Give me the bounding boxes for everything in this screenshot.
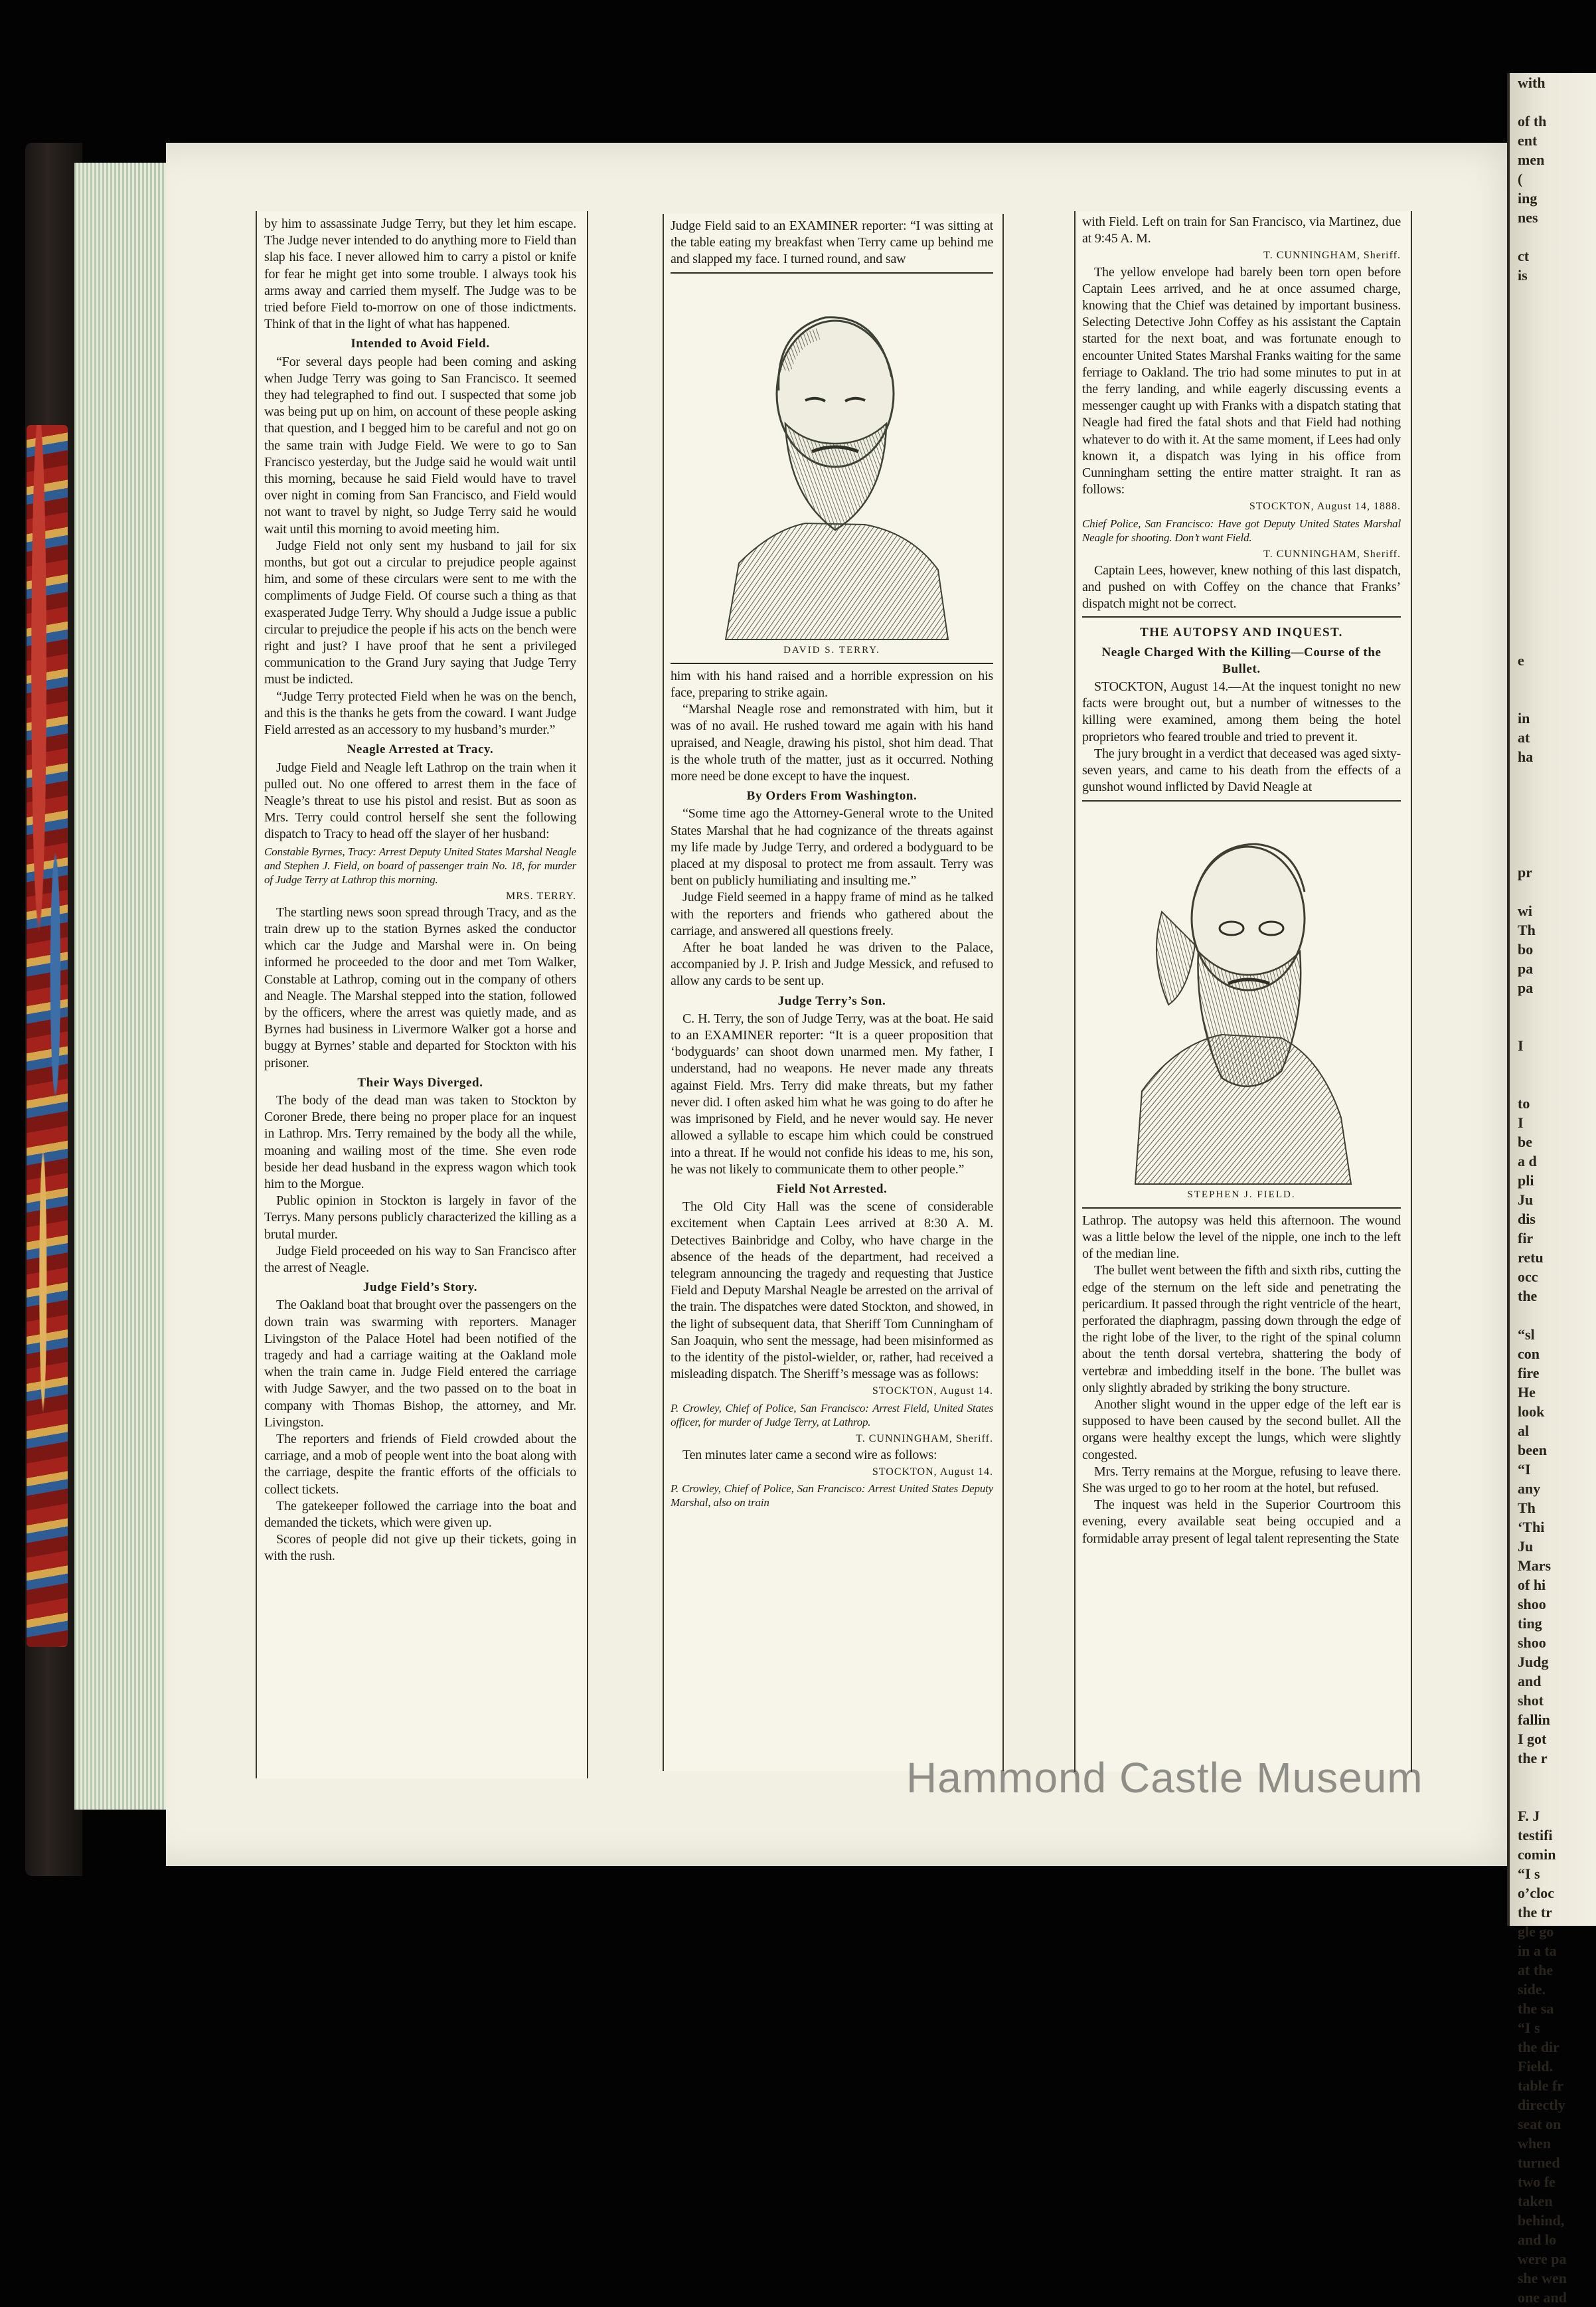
next-page-fragment: “I s bbox=[1518, 1865, 1540, 1882]
paragraph: Ten minutes later came a second wire as follows: bbox=[682, 1447, 937, 1462]
next-page-fragment: behind, bbox=[1518, 2212, 1565, 2229]
divider bbox=[671, 663, 993, 664]
portrait-caption: STEPHEN J. FIELD. bbox=[1187, 1189, 1296, 1200]
next-page-fragment: “sl bbox=[1518, 1326, 1535, 1343]
next-page-fragment: ‘Thi bbox=[1518, 1519, 1545, 1535]
paragraph: Another slight wound in the upper edge of the left ear is supposed to have been caused by the second bullet. All the organs were healthy except the lungs, which were slightly congested. bbox=[1082, 1397, 1401, 1462]
next-page-fragment bbox=[1510, 535, 1596, 555]
portrait-david-s-terry bbox=[712, 278, 951, 640]
paragraph: Mrs. Terry remains at the Morgue, refusing to leave there. She was urged to go to her room at the hotel, but refused. bbox=[1082, 1464, 1401, 1495]
next-page-fragment: two fe bbox=[1518, 2174, 1556, 2190]
subheading: Neagle Charged With the Killing—Course of the Bullet. bbox=[1101, 645, 1382, 676]
paragraph: Judge Field and Neagle left Lathrop on the train when it pulled out. No one offered to arrest them in the face of Neagle’s threat to use his pistol and resist. But as soon as Mrs. Terry could control herself she sent the following dispatch to Tracy to head off the slayer of her husband: bbox=[264, 760, 576, 842]
next-page-fragment bbox=[1510, 400, 1596, 420]
paragraph: The bullet went between the fifth and sixth ribs, cutting the edge of the sternum on the left side and penetrating the pericardium. It passed through the right ventricle of the heart, perforated the diaphragm, passing down through the edge of the right lobe of the liver, to the right of the spinal column about the tenth dorsal vertebra, shattering the body of vertebræ and imbedding itself in the bone. The bullet was only slightly abraded by striking the bony structure. bbox=[1082, 1263, 1401, 1395]
next-page-fragment bbox=[1510, 381, 1596, 400]
paragraph: The gatekeeper followed the carriage into the boat and demanded the tickets, which were given up. bbox=[264, 1498, 576, 1531]
next-page-fragment bbox=[1510, 824, 1596, 843]
next-page-fragment: He bbox=[1518, 1384, 1536, 1401]
divider bbox=[671, 272, 993, 274]
subheading: Judge Field’s Story. bbox=[362, 1280, 478, 1295]
next-page-fragment: Th bbox=[1518, 1499, 1536, 1516]
subheading: Field Not Arrested. bbox=[776, 1181, 888, 1196]
article-column-3 bbox=[1082, 214, 1401, 1768]
paragraph: The reporters and friends of Field crowded about the carriage, and a mob of people went into the boat along with the carriage, despite the frantic efforts of the officials to collect tickets. bbox=[264, 1432, 576, 1497]
paragraph: by him to assassinate Judge Terry, but they let him escape. The Judge never intended to do anything more to Field than slap his face. I never allowed him to carry a pistol or knife for fear he might get into some trouble. I always took his arms away and carried them myself. The Judge was to be tried before Field to-morrow on one of those indictments. Think of that in the light of what has happened. bbox=[264, 216, 576, 332]
next-page-fragment: Th bbox=[1518, 922, 1536, 938]
next-page-fragment: and bbox=[1518, 1673, 1542, 1689]
next-page-fragment bbox=[1510, 516, 1596, 535]
divider bbox=[1082, 1207, 1401, 1209]
next-page-fragment: o’cloc bbox=[1518, 1885, 1554, 1901]
paragraph: The yellow envelope had barely been torn open before Captain Lees arrived, and he at once assumed charge, knowing that the Chief was detained by important business. Selecting Detective John Coffey as his assistant the Captain started for the next boat, and was fortunate enough to encounter United States Marshal Franks waiting for the same ferriage to Oakland. The trio had some minutes to put in at the ferry landing, and while eagerly discussing events a messenger caught up with Franks with a dispatch stating that Neagle had fired the fatal shots and that Field had nothing whatever to do with it. At the same moment, if Lees had only known it, a dispatch was lying in his office from Cunningham setting the entire matter straight. It ran as follows: bbox=[1082, 264, 1401, 497]
next-page-fragment bbox=[1510, 632, 1596, 651]
next-page-fragment: gle go bbox=[1518, 1923, 1554, 1940]
paragraph: “Judge Terry protected Field when he was on the bench, and this is the thanks he gets from the coward. I want Judge Field arrested as an accessory to my husband’s murder.” bbox=[264, 689, 576, 738]
next-page-sliver bbox=[1507, 73, 1596, 2306]
engraving-terry bbox=[712, 278, 951, 640]
next-page-fragment: nes bbox=[1518, 209, 1538, 226]
next-page-fragment bbox=[1510, 285, 1596, 304]
section-heading: THE AUTOPSY AND INQUEST. bbox=[1140, 626, 1343, 640]
next-page-fragment bbox=[1510, 323, 1596, 343]
next-page-fragment: ent bbox=[1518, 132, 1538, 149]
next-page-fragment: al bbox=[1518, 1422, 1530, 1439]
paragraph: Judge Field not only sent my husband to jail for six months, but got out a circular to prejudice people against him, and some of these circulars were sent to me with the compliments of Judge Field. Of course such a thing as that exasperated Judge Terry. Why should a Judge issue a public circular to prejudice the people if his acts on the bench were right and just? I have proof that he sent a privileged communication to the Grand Jury saying that Judge Terry must be indicted. bbox=[264, 538, 576, 687]
next-page-fragment: dis bbox=[1518, 1211, 1536, 1227]
next-page-fragment: in a ta bbox=[1518, 1942, 1557, 1959]
next-page-fragment: side. bbox=[1518, 1981, 1546, 1998]
next-page-fragment bbox=[1510, 362, 1596, 381]
next-page-fragment: pr bbox=[1518, 864, 1532, 881]
next-page-fragment: the r bbox=[1518, 1750, 1548, 1766]
next-page-fragment: I bbox=[1518, 1114, 1524, 1131]
paragraph: Lathrop. The autopsy was held this afternoon. The wound was a little below the level of the nipple, one inch to the left of the median line. bbox=[1082, 1213, 1401, 1262]
next-page-fragment: in bbox=[1518, 710, 1530, 726]
next-page-fragment: the sa bbox=[1518, 2000, 1554, 2017]
next-page-fragment bbox=[1510, 439, 1596, 458]
next-page-fragment: were pa bbox=[1518, 2251, 1567, 2267]
next-page-fragment: ha bbox=[1518, 748, 1534, 765]
portrait-stephen-j-field bbox=[1122, 806, 1361, 1184]
next-page-fragment: any bbox=[1518, 1480, 1541, 1497]
next-page-fragment bbox=[1510, 574, 1596, 593]
next-page-fragment: I bbox=[1518, 1037, 1524, 1054]
paragraph: The body of the dead man was taken to Stockton by Coroner Brede, there being no proper place for an inquest in Lathrop. Mrs. Terry remained by the body all the while, moaning and wailing most of the time. She even rode beside her dead husband in the express wagon which took him to the Morgue. bbox=[264, 1092, 576, 1191]
paragraph: Judge Field seemed in a happy frame of mind as he talked with the reporters and friends who gathered about the carriage, and answered all questions freely. bbox=[671, 890, 993, 938]
paragraph: The inquest was held in the Superior Courtroom this evening, every available seat being occupied and a formidable array present of legal talent representing the State bbox=[1082, 1497, 1401, 1546]
next-page-fragment: taken bbox=[1518, 2193, 1553, 2209]
engraving-field bbox=[1122, 806, 1361, 1184]
next-page-fragment bbox=[1510, 997, 1596, 1017]
next-page-fragment: been bbox=[1518, 1442, 1547, 1458]
next-page-fragment bbox=[1510, 304, 1596, 323]
next-page-fragment: comin bbox=[1518, 1846, 1556, 1863]
next-page-fragment bbox=[1510, 882, 1596, 901]
next-page-fragment: Field. bbox=[1518, 2058, 1554, 2075]
subheading: Intended to Avoid Field. bbox=[351, 337, 490, 351]
next-page-fragment: ( bbox=[1518, 171, 1523, 187]
next-page-fragment: retu bbox=[1518, 1249, 1544, 1266]
next-page-fragment: with bbox=[1518, 74, 1546, 91]
paragraph: “Marshal Neagle rose and remonstrated with him, but it was of no avail. He rushed toward me again with his hand upraised, and Neagle, drawing his pistol, shot him dead. That is the whole truth of the matter, just as it occurred. Nothing more need be done except to have the inquest. bbox=[671, 702, 993, 784]
next-page-fragment bbox=[1510, 227, 1596, 246]
next-page-fragment: of th bbox=[1518, 113, 1547, 129]
next-page-fragment: be bbox=[1518, 1134, 1532, 1150]
portrait-caption: DAVID S. TERRY. bbox=[783, 644, 880, 655]
museum-watermark: Hammond Castle Museum bbox=[906, 1754, 1423, 1802]
next-page-fragment bbox=[1510, 843, 1596, 863]
next-page-fragment: “I s bbox=[1518, 2019, 1540, 2036]
next-page-fragment bbox=[1510, 786, 1596, 805]
signature: MRS. TERRY. bbox=[505, 890, 576, 902]
paragraph: Judge Field proceeded on his way to San Francisco after the arrest of Neagle. bbox=[264, 1243, 576, 1275]
signature: T. CUNNINGHAM, Sheriff. bbox=[1263, 250, 1401, 262]
next-page-fragment bbox=[1510, 1017, 1596, 1036]
next-page-fragment bbox=[1510, 420, 1596, 439]
next-page-fragment bbox=[1510, 497, 1596, 516]
divider bbox=[1082, 616, 1401, 618]
next-page-fragment bbox=[1510, 766, 1596, 786]
next-page-fragment: wi bbox=[1518, 902, 1532, 919]
next-page-fragment: she wen bbox=[1518, 2270, 1567, 2286]
telegram-text: P. Crowley, Chief of Police, San Francisco: Arrest United States Deputy Marshal, also on train bbox=[671, 1482, 993, 1509]
next-page-fragment: turned bbox=[1518, 2154, 1560, 2171]
next-page-fragment: ting bbox=[1518, 1615, 1542, 1632]
next-page-fragment: Judg bbox=[1518, 1654, 1549, 1670]
dateline: STOCKTON, August 14. bbox=[872, 1466, 993, 1478]
article-column-1 bbox=[264, 216, 576, 1773]
next-page-fragment: ing bbox=[1518, 190, 1538, 207]
next-page-fragment: Ju bbox=[1518, 1191, 1534, 1208]
next-page-fragment: seat on bbox=[1518, 2116, 1561, 2132]
next-page-fragment: shot bbox=[1518, 1692, 1544, 1709]
paragraph: The Oakland boat that brought over the passengers on the down train was swarming with reporters. Manager Livingston of the Palace Hotel had been notified of the tragedy and had a carriage waiting at the Oakland mole when the train came in. Judge Field entered the carriage with Judge Sawyer, and the two passed on to the boat in company with Thomas Bishop, the attorney, and Mr. Livingston. bbox=[264, 1298, 576, 1430]
paragraph: Scores of people did not give up their tickets, going in with the rush. bbox=[264, 1532, 576, 1564]
paragraph: “For several days people had been coming and asking when Judge Terry was going to San Francisco. It seemed they had telegraphed to find out. I suspected that some job was being put up on him, on account of these people asking that question, and I begged him to be careful and not go on the same train with Judge Field. We were to go to San Francisco yesterday, but the Judge said he would wait until this morning, because he said Field would have to travel over night in coming from San Francisco, and Field would not want to travel by night, so Judge Terry said he would wait until this morning to avoid meeting him. bbox=[264, 354, 576, 537]
next-page-fragments bbox=[1510, 73, 1596, 2307]
paragraph: The startling news soon spread through Tracy, and as the train drew up to the station Byrnes asked the conductor which car the Judge and Marshal were in. On being informed he proceeded to the door and met Tom Walker, Constable at Lathrop, coming out in the company of others and Neagle. The Marshal stepped into the station, followed by the officers, where the arrest was quietly made, and as Byrnes had business in Livermore Walker got a horse and buggy at Byrnes’ stable and departed for Stockton with his prisoner. bbox=[264, 904, 576, 1070]
next-page-fragment bbox=[1510, 477, 1596, 497]
next-page-fragment bbox=[1510, 1055, 1596, 1074]
next-page-fragment: directly bbox=[1518, 2096, 1565, 2113]
next-page-fragment: pli bbox=[1518, 1172, 1534, 1189]
dateline: STOCKTON, August 14, 1888. bbox=[1249, 501, 1401, 513]
paragraph: STOCKTON, August 14.—At the inquest tonight no new facts were brought out, but a number of witnesses to the killing were examined, among them being the hotel proprietors who feared trouble and tried to prevent it. bbox=[1082, 679, 1401, 744]
paragraph: with Field. Left on train for San Francisco, via Martinez, due at 9:45 A. M. bbox=[1082, 214, 1401, 246]
paragraph: The Old City Hall was the scene of considerable excitement when Captain Lees arrived at 8:30 A. M. Detectives Bainbridge and Colby, who have charge in the absence of the heads of the department, had received a telegram announcing the tragedy and requesting that Justice Field and Deputy Marshal Neagle be arrested on the arrival of the train. The dispatches were dated Stockton, and showed, in the light of subsequent data, that Sheriff Tom Cunningham of San Joaquin, who sent the message, had been misinformed as to the identity of the pistol-wielder, or, rather, had received a misleading dispatch. The Sheriff’s message was as follows: bbox=[671, 1199, 993, 1382]
next-page-fragment bbox=[1510, 343, 1596, 362]
next-page-fragment: ct bbox=[1518, 248, 1530, 264]
next-page-fragment bbox=[1510, 612, 1596, 632]
next-page-fragment: shoo bbox=[1518, 1634, 1546, 1651]
next-page-fragment: con bbox=[1518, 1345, 1540, 1362]
subheading: Their Ways Diverged. bbox=[357, 1075, 483, 1090]
next-page-fragment bbox=[1510, 1787, 1596, 1806]
next-page-fragment: occ bbox=[1518, 1268, 1538, 1285]
next-page-fragment: a d bbox=[1518, 1153, 1537, 1169]
next-page-fragment: and lo bbox=[1518, 2231, 1557, 2248]
subheading: Neagle Arrested at Tracy. bbox=[347, 742, 494, 757]
next-page-fragment: fir bbox=[1518, 1230, 1534, 1246]
next-page-fragment: men bbox=[1518, 151, 1545, 168]
next-page-fragment bbox=[1510, 555, 1596, 574]
next-page-fragment bbox=[1510, 92, 1596, 112]
paragraph: After he boat landed he was driven to the Palace, accompanied by J. P. Irish and Judge Messick, and refused to allow any cards to be sent up. bbox=[671, 940, 993, 989]
next-page-fragment: bo bbox=[1518, 941, 1534, 958]
next-page-fragment: at bbox=[1518, 729, 1530, 746]
next-page-fragment: at the bbox=[1518, 1962, 1554, 1978]
next-page-fragment: look bbox=[1518, 1403, 1545, 1420]
next-page-fragment: I got bbox=[1518, 1731, 1547, 1747]
subheading: By Orders From Washington. bbox=[746, 789, 918, 804]
next-page-fragment: pa bbox=[1518, 960, 1534, 977]
next-page-fragment: when bbox=[1518, 2135, 1552, 2152]
next-page-fragment: table fr bbox=[1518, 2077, 1564, 2094]
next-page-fragment bbox=[1510, 805, 1596, 824]
next-page-fragment bbox=[1510, 689, 1596, 709]
article-column-2 bbox=[671, 218, 993, 1768]
next-page-fragment: fallin bbox=[1518, 1711, 1550, 1728]
next-page-fragment bbox=[1510, 458, 1596, 477]
next-page-fragment: the dir bbox=[1518, 2039, 1559, 2055]
dateline: STOCKTON, August 14. bbox=[872, 1385, 993, 1397]
subheading: Judge Terry’s Son. bbox=[777, 993, 886, 1008]
paragraph: C. H. Terry, the son of Judge Terry, was at the boat. He said to an EXAMINER reporter: “It is a queer proposition that ‘bodyguards’ can shoot down unarmed men. My father, I understand, had no weapons. He never made any threats against Field. Mrs. Terry did make threats, but my father never did. I often asked him what he was going to do after he was imprisoned by Field, and he never would say. He never allowed a syllable to escape him which could be construed into a threat. If he would not confide his ideas to me, his son, he was not likely to communicate them to other people.” bbox=[671, 1011, 993, 1177]
next-page-fragment: the tr bbox=[1518, 1904, 1552, 1921]
next-page-fragment: shoo bbox=[1518, 1596, 1546, 1612]
next-page-fragment: of hi bbox=[1518, 1577, 1546, 1593]
page-edges bbox=[74, 163, 167, 1810]
signature: T. CUNNINGHAM, Sheriff. bbox=[1263, 548, 1401, 560]
next-page-fragment: “I bbox=[1518, 1461, 1531, 1478]
paragraph: him with his hand raised and a horrible expression on his face, preparing to strike again. bbox=[671, 668, 993, 701]
paragraph: Captain Lees, however, knew nothing of this last dispatch, and pushed on with Coffey on the chance that Franks’ dispatch might not be correct. bbox=[1082, 562, 1401, 612]
next-page-fragment bbox=[1510, 593, 1596, 612]
next-page-fragment bbox=[1510, 1074, 1596, 1094]
next-page-fragment bbox=[1510, 1768, 1596, 1787]
next-page-fragment: e bbox=[1518, 652, 1524, 669]
signature: T. CUNNINGHAM, Sheriff. bbox=[856, 1432, 993, 1444]
next-page-fragment: to bbox=[1518, 1095, 1530, 1112]
next-page-fragment: testifi bbox=[1518, 1827, 1553, 1843]
next-page-fragment: is bbox=[1518, 267, 1528, 284]
next-page-fragment: fire bbox=[1518, 1365, 1540, 1381]
telegram-text: Chief Police, San Francisco: Have got Deputy United States Marshal Neagle for shooting. Don’t want Field. bbox=[1082, 517, 1401, 544]
next-page-fragment: Ju bbox=[1518, 1538, 1534, 1555]
marbled-edge bbox=[27, 425, 68, 1647]
next-page-fragment: F. J bbox=[1518, 1808, 1540, 1824]
telegram-text: Constable Byrnes, Tracy: Arrest Deputy United States Marshal Neagle and Stephen J. Field, on board of passenger train No. 18, for murder of Judge Terry at Lathrop this morning. bbox=[264, 845, 576, 886]
next-page-fragment: pa bbox=[1518, 980, 1534, 996]
next-page-fragment bbox=[1510, 1306, 1596, 1325]
paragraph: Judge Field said to an EXAMINER reporter: “I was sitting at the table eating my breakfast when Terry came up behind me and slapped my face. I turned round, and saw bbox=[671, 218, 993, 267]
next-page-fragment: one and bbox=[1518, 2289, 1567, 2306]
next-page-fragment: the bbox=[1518, 1288, 1538, 1304]
paragraph: “Some time ago the Attorney-General wrote to the United States Marshal that he had cognizance of the threats against my life made by Judge Terry, and ordered a bodyguard to be placed at my disposal to protect me from assault. Terry was bent on publicly humiliating and insulting me.” bbox=[671, 806, 993, 889]
divider bbox=[1082, 800, 1401, 802]
paragraph: Public opinion in Stockton is largely in favor of the Terrys. Many persons publicly characterized the killing as a brutal murder. bbox=[264, 1193, 576, 1242]
next-page-fragment bbox=[1510, 670, 1596, 689]
paragraph: The jury brought in a verdict that deceased was aged sixty-seven years, and came to his death from the effects of a gunshot wound inflicted by David Neagle at bbox=[1082, 746, 1401, 795]
telegram-text: P. Crowley, Chief of Police, San Francisco: Arrest Field, United States officer, for murder of Judge Terry, at Lathrop. bbox=[671, 1401, 993, 1428]
next-page-fragment: Mars bbox=[1518, 1557, 1552, 1574]
